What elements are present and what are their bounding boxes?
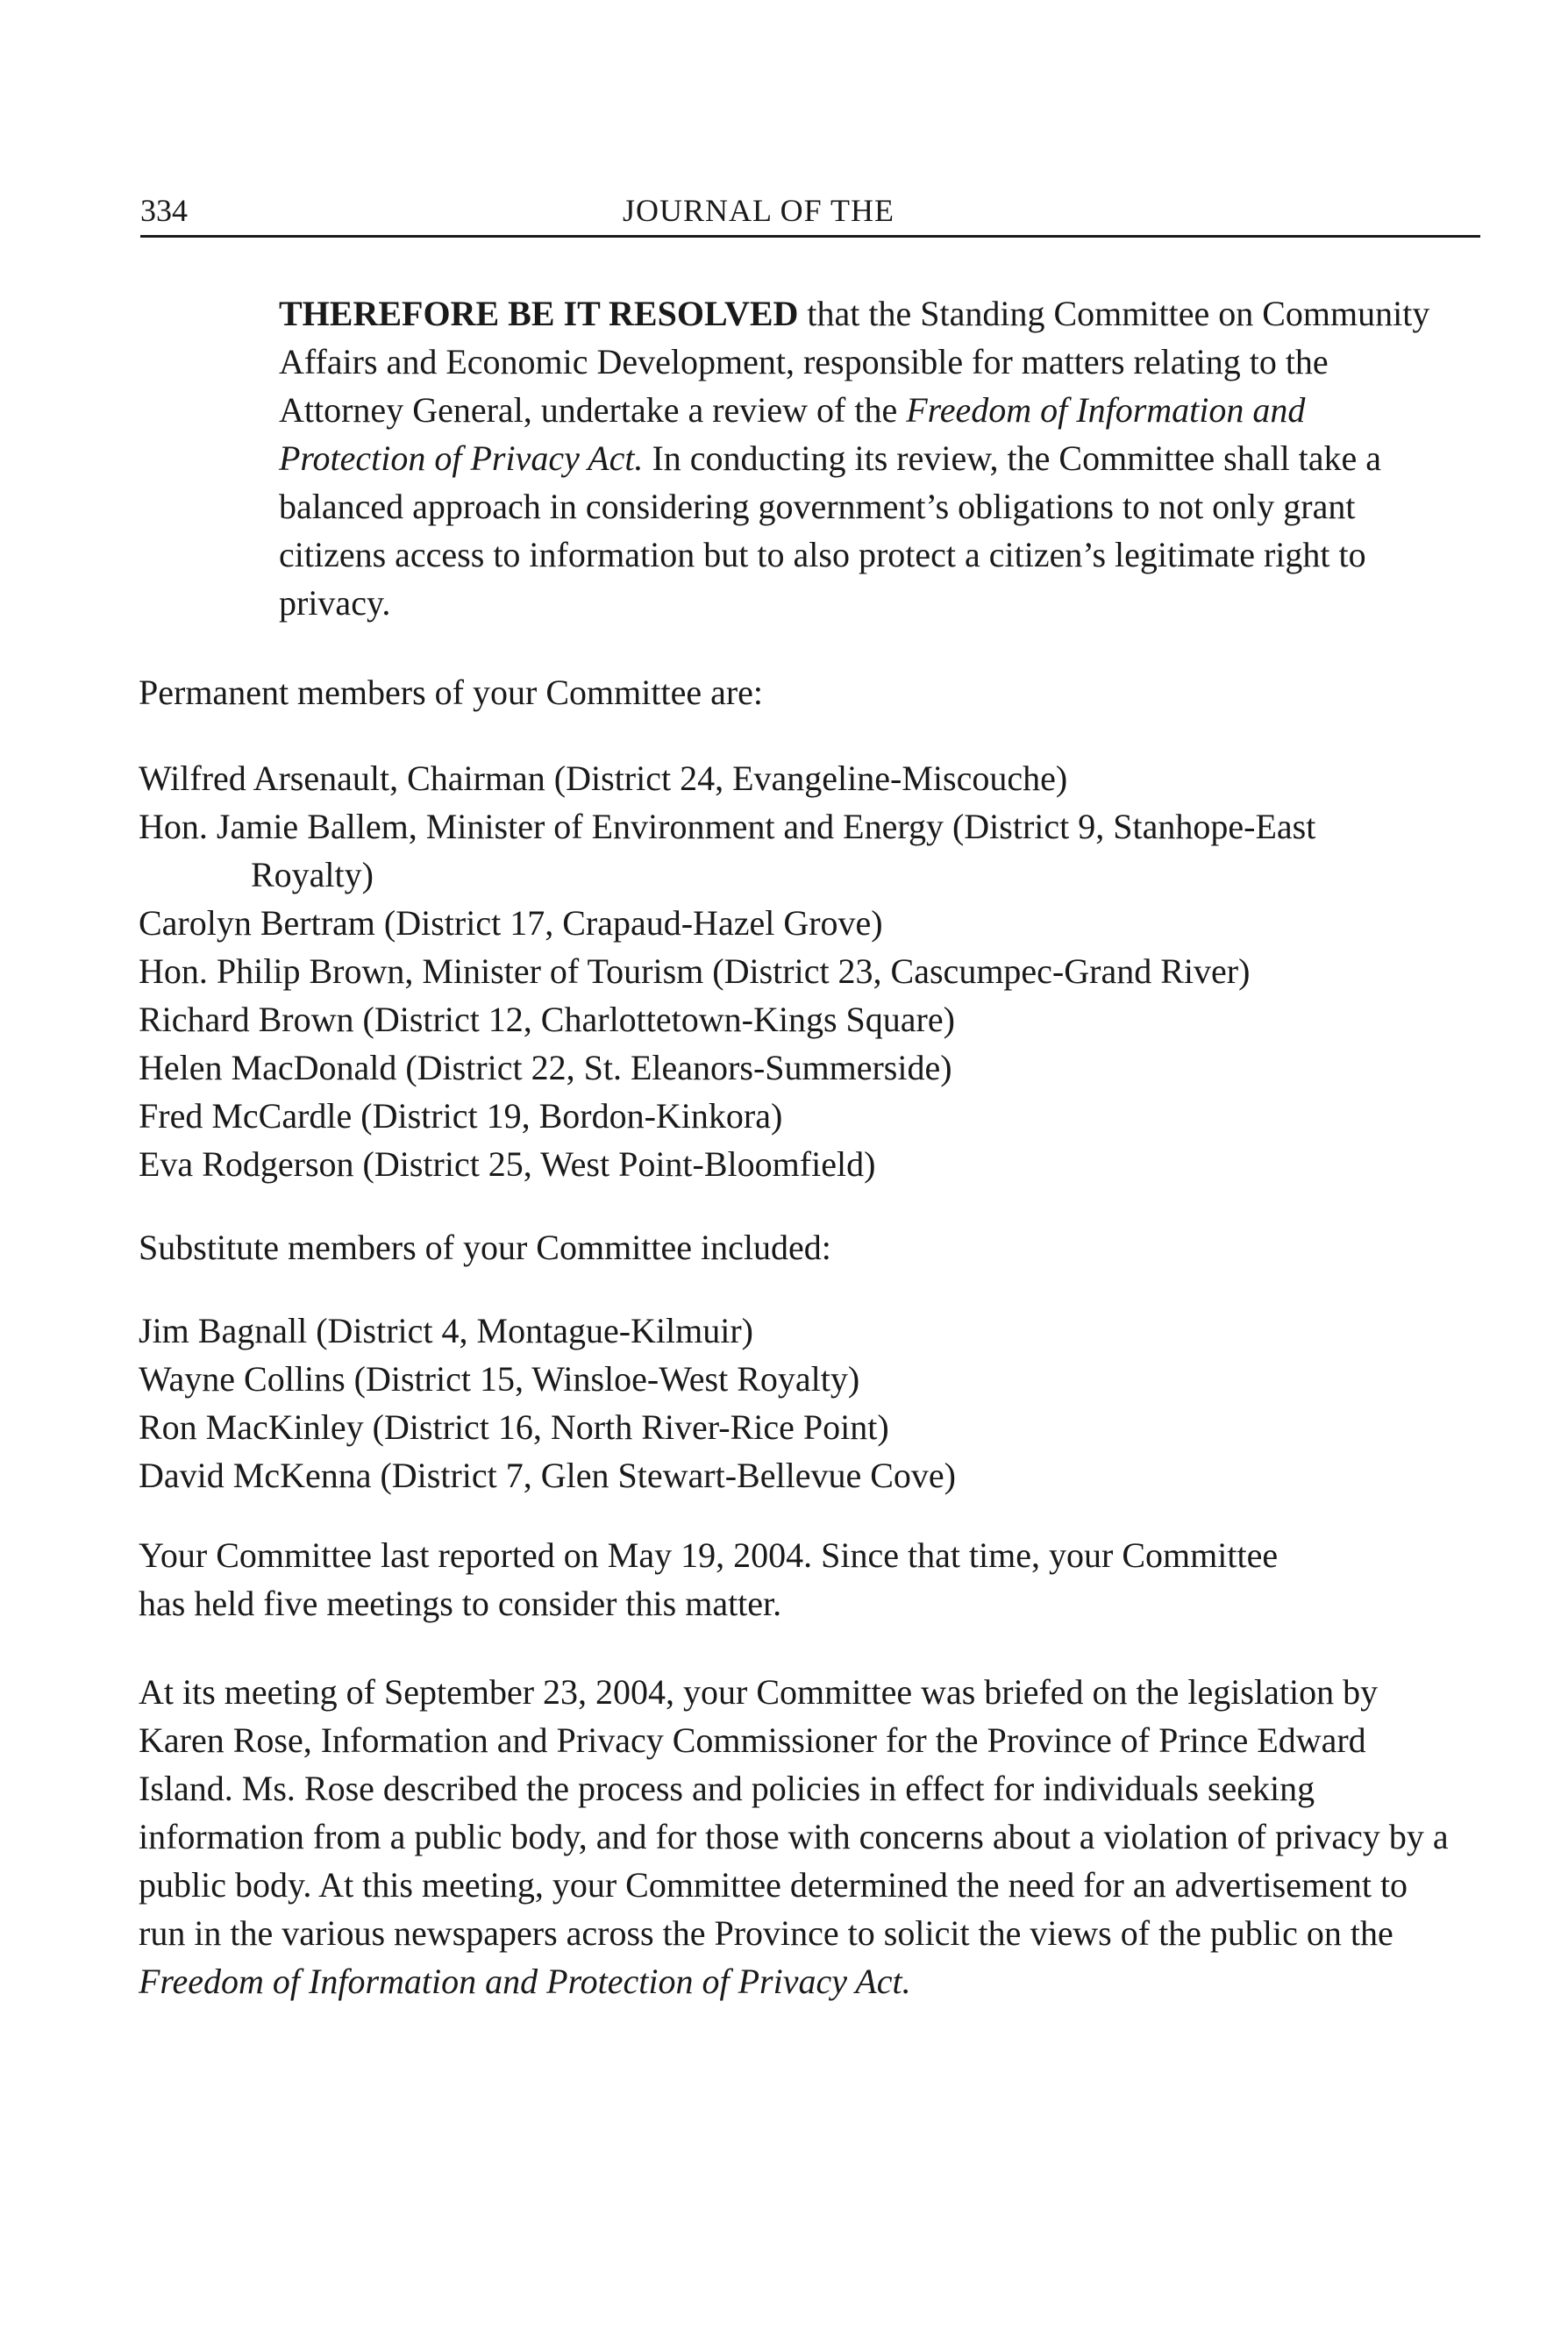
report-paragraph: Your Committee last reported on May 19, 2004. Since that time, your Committee has held five meetings to consider this matter. xyxy=(139,1535,1279,1623)
list-item: Ron MacKinley (District 16, North River-Rice Point) xyxy=(139,1407,889,1447)
permanent-member-list xyxy=(139,754,1454,1188)
header-rule xyxy=(140,235,1480,238)
list-item: Wayne Collins (District 15, Winsloe-West Royalty) xyxy=(139,1359,860,1399)
resolution-lead: THEREFORE BE IT RESOLVED xyxy=(279,294,799,333)
permanent-heading: Permanent members of your Committee are: xyxy=(139,673,764,712)
resolution-text-1: that the Standing Committee on Community Affairs and Economic Development, responsible for matters relating to the Attorney General, undertake a review of the xyxy=(279,294,1430,430)
resolution-paragraph xyxy=(279,289,1454,627)
list-item: Helen MacDonald (District 22, St. Eleanors-Summerside) xyxy=(139,1048,952,1087)
page-header xyxy=(140,191,1480,237)
list-item: David McKenna (District 7, Glen Stewart-Bellevue Cove) xyxy=(139,1456,956,1495)
list-item: Eva Rodgerson (District 25, West Point-Bloomfield) xyxy=(139,1144,876,1184)
list-item: Richard Brown (District 12, Charlottetown-Kings Square) xyxy=(139,1000,955,1039)
act-title: Freedom of Information and Protection of Privacy Act. xyxy=(279,390,1306,478)
meeting-text: At its meeting of September 23, 2004, your Committee was briefed on the legislation by Karen Rose, Information and Privacy Commissioner for the Province of Prince Edward Island. Ms. Rose described the process and policies in effect for individuals seeking information from a public body, and for those with concerns about a violation of privacy by a public body. At this meeting, your Committee determined the need for an advertisement to run in the various newspapers across the Province to solicit the views of the public on the xyxy=(139,1672,1449,1953)
list-item: Carolyn Bertram (District 17, Crapaud-Hazel Grove) xyxy=(139,903,883,943)
list-item: Hon. Philip Brown, Minister of Tourism (District 23, Cascumpec-Grand River) xyxy=(139,951,1251,991)
list-item: Fred McCardle (District 19, Bordon-Kinkora) xyxy=(139,1096,783,1136)
substitute-member-list xyxy=(139,1307,1454,1499)
act-title: Freedom of Information and Protection of Privacy Act. xyxy=(139,1962,911,2001)
list-item: Jim Bagnall (District 4, Montague-Kilmuir) xyxy=(139,1311,753,1350)
meeting-paragraph xyxy=(139,1668,1454,2005)
substitute-heading: Substitute members of your Committee included: xyxy=(139,1228,831,1267)
list-item: Wilfred Arsenault, Chairman (District 24, Evangeline-Miscouche) xyxy=(139,758,1068,798)
resolution-text-2: In conducting its review, the Committee shall take a balanced approach in considering government’s obligations to not only grant citizens access to information but to also protect a citizen’s legitimate right to privacy. xyxy=(279,438,1382,623)
list-item: Hon. Jamie Ballem, Minister of Environment and Energy (District 9, Stanhope-East Royalty) xyxy=(139,807,1316,894)
page-number: 334 xyxy=(140,193,188,228)
running-head: JOURNAL OF THE xyxy=(623,193,895,228)
